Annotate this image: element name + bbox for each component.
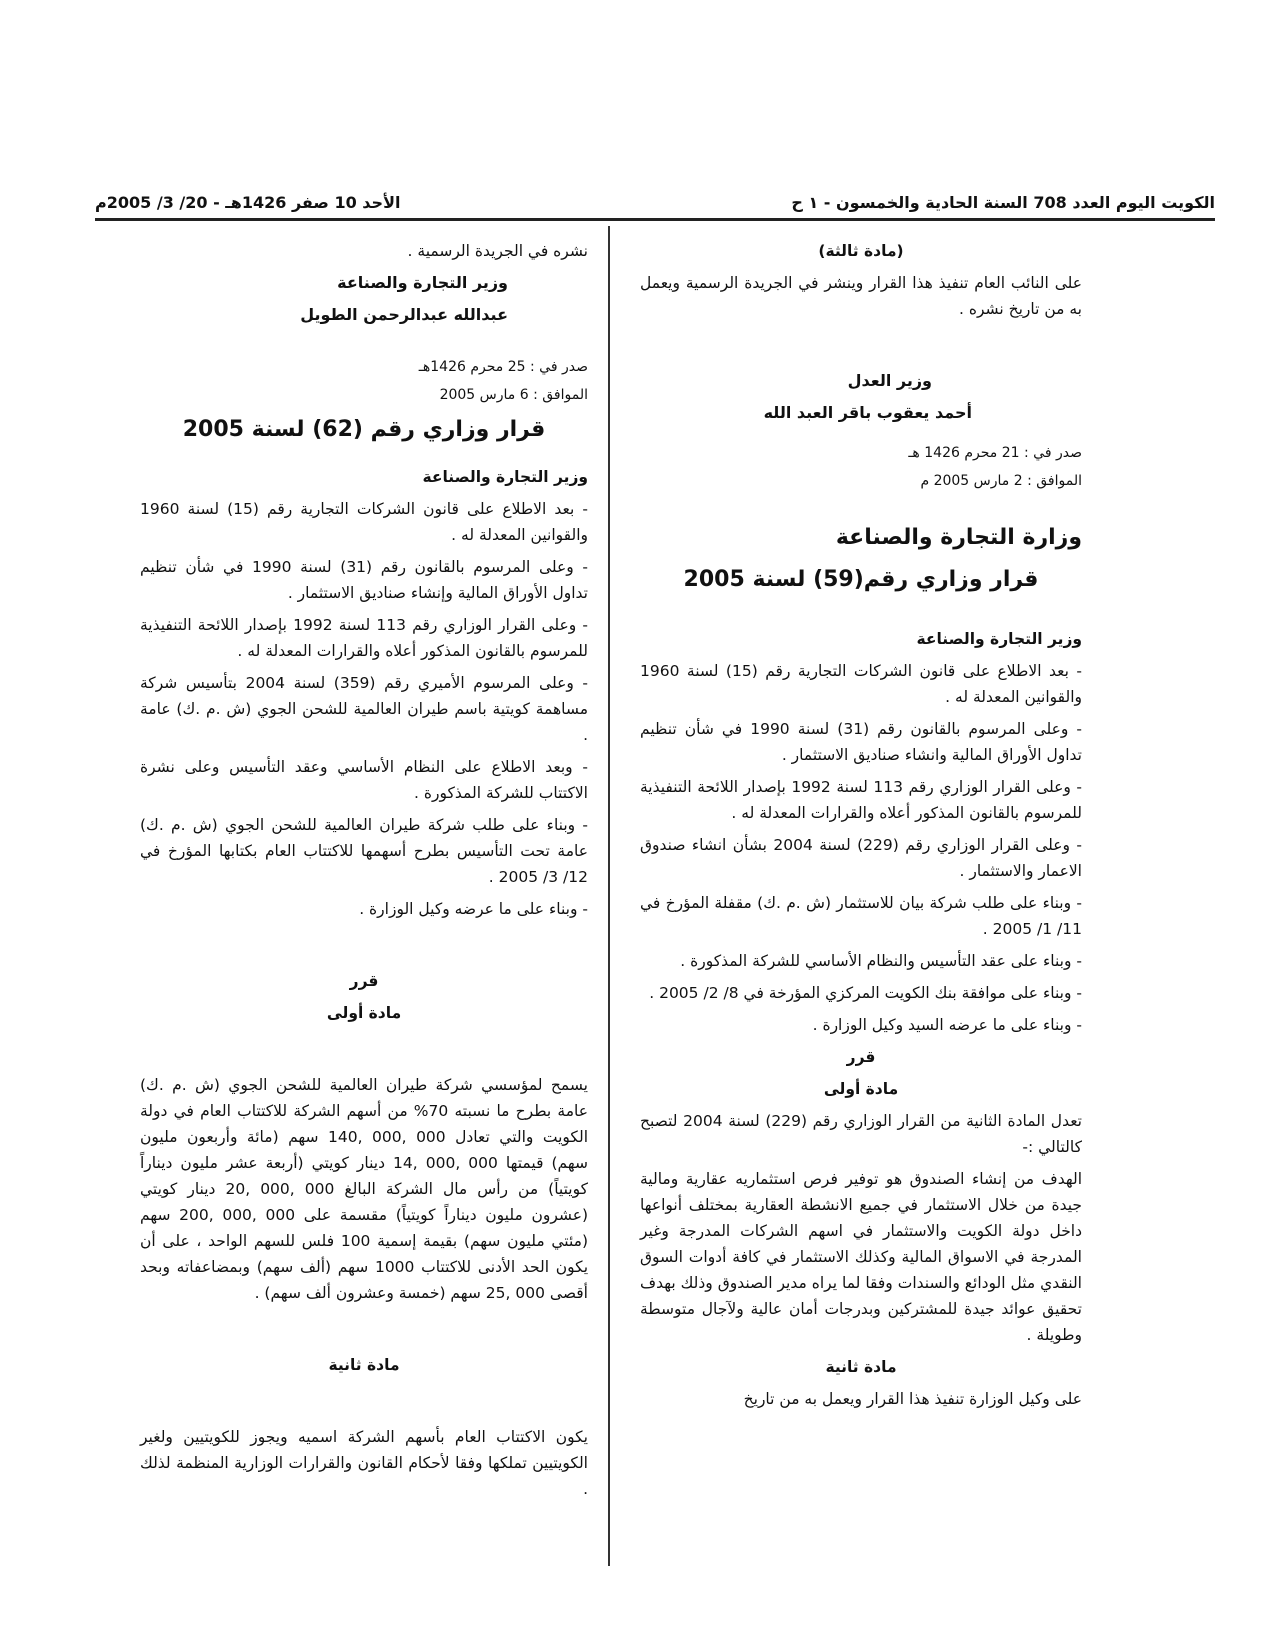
decision-issuer: وزير التجارة والصناعة (422, 468, 588, 486)
preamble-paragraph: - وبناء على موافقة بنك الكويت المركزي المؤرخة في 8/ 2/ 2005 . (649, 984, 1082, 1002)
minister-name: عبدالله عبدالرحمن الطويل (300, 305, 508, 324)
decision-title: قرار وزاري رقم (62) لسنة 2005 (182, 417, 546, 442)
right-column (640, 238, 1082, 1418)
article1-title: مادة أولى (326, 1004, 402, 1022)
preamble-paragraph: - وعلى القرار الوزاري رقم (229) لسنة 2004 بشأن انشاء صندوق الاعمار والاستثمار . (640, 836, 1082, 880)
article2-title: مادة ثانية (328, 1356, 400, 1374)
page-header (95, 188, 1215, 216)
article2-text: على وكيل الوزارة تنفيذ هذا القرار ويعمل به من تاريخ (743, 1390, 1082, 1408)
decision-issuer: وزير التجارة والصناعة (916, 630, 1082, 648)
preamble-paragraph: - بعد الاطلاع على قانون الشركات التجارية رقم (15) لسنة 1960 والقوانين المعدلة له . (640, 662, 1082, 706)
article1-intro: تعدل المادة الثانية من القرار الوزاري رقم (229) لسنة 2004 لتصبح كالتالي :- (640, 1112, 1082, 1156)
article3-title: (مادة ثالثة) (818, 242, 904, 260)
article2-text: يكون الاكتتاب العام بأسهم الشركة اسميه ويجوز للكويتيين ولغير الكويتيين تملكها وفقا لأحكام القانون والقرارات الوزارية المنظمة لذلك . (140, 1428, 588, 1498)
preamble-paragraph: - وعلى القرار الوزاري رقم 113 لسنة 1992 بإصدار اللائحة التنفيذية للمرسوم بالقانون المذكور أعلاه والقرارات المعدلة له . (640, 778, 1082, 822)
article1-text: الهدف من إنشاء الصندوق هو توفير فرص استثماريه عقارية ومالية جيدة من خلال الاستثمار في جميع الانشطة العقارية بمختلف أنواعها داخل دولة الكويت والاستثمار في اسهم الشركات المدرجة وغير المدرجة في الاسواق المالية وكذلك الاستثمار في كافة أدوات السوق النقدي مثل الودائع والسندات وفقا لما يراه مدير الصندوق وذلك بهدف تحقيق عوائد جيدة للمشتركين وبدرجات أمان عالية ولآجال متوسطة وطويلة . (640, 1170, 1082, 1344)
minister-title: وزير العدل (847, 371, 932, 390)
preamble-paragraph: - وبناء على ما عرضه السيد وكيل الوزارة . (812, 1016, 1082, 1034)
preamble-paragraph: - وبعد الاطلاع على النظام الأساسي وعقد التأسيس وعلى نشرة الاكتتاب للشركة المذكورة . (140, 758, 588, 802)
minister-title: وزير التجارة والصناعة (337, 273, 508, 292)
continuation-text: نشره في الجريدة الرسمية . (407, 242, 588, 260)
header-date: الأحد 10 صفر 1426هـ - 20/ 3/ 2005م (95, 192, 401, 212)
article2-title: مادة ثانية (825, 1358, 897, 1376)
left-column (140, 238, 588, 1508)
corresponding-date: الموافق : 6 مارس 2005 (439, 387, 588, 403)
article3-text: على النائب العام تنفيذ هذا القرار وينشر في الجريدة الرسمية ويعمل به من تاريخ نشره . (640, 274, 1082, 318)
decision-title: قرار وزاري رقم(59) لسنة 2005 (683, 567, 1039, 592)
issue-date: صدر في : 21 محرم 1426 هـ (908, 445, 1082, 461)
header-issue-info: الكويت اليوم العدد 708 السنة الحادية والخمسون - ١ ح (791, 192, 1215, 212)
article1-text: يسمح لمؤسسي شركة طيران العالمية للشحن الجوي (ش .م .ك) عامة بطرح ما نسبته 70% من أسهم الشركة للاكتتاب العام في دولة الكويت والتي تعادل 000 ,000 ,140 سهم (مائة وأربعون مليون سهم) قيمتها 000 ,000 ,14 دينار كويتي (أربعة عشر مليون ديناراً كويتياً) من رأس مال الشركة البالغ 000 ,000 ,20 دينار كويتي (عشرون مليون ديناراً كويتياً) مقسمة على 000 ,000 ,200 سهم (مئتي مليون سهم) بقيمة إسمية 100 فلس للسهم الواحد ، على أن يكون الحد الأدنى للاكتتاب 1000 سهم (ألف سهم) وبمضاعفاته وبحد أقصى 000 ,25 سهم (خمسة وعشرون ألف سهم) . (140, 1076, 589, 1302)
preamble-paragraph: - وعلى المرسوم بالقانون رقم (31) لسنة 1990 في شأن تنظيم تداول الأوراق المالية وانشاء صناديق الاستثمار . (640, 720, 1083, 764)
header-rule (95, 218, 1215, 221)
preamble-paragraph: - وعلى المرسوم بالقانون رقم (31) لسنة 1990 في شأن تنظيم تداول الأوراق المالية وإنشاء صناديق الاستثمار . (140, 558, 588, 602)
preamble-paragraph: - وبناء على عقد التأسيس والنظام الأساسي للشركة المذكورة . (680, 952, 1082, 970)
justice-minister-signature (640, 368, 1082, 426)
commerce-minister-signature (140, 270, 588, 328)
preamble-paragraph: - وعلى المرسوم الأميري رقم (359) لسنة 2004 بتأسيس شركة مساهمة كويتية باسم طيران العالمية للشحن الجوي (ش .م .ك) عامة . (140, 674, 588, 744)
corresponding-date: الموافق : 2 مارس 2005 م (920, 473, 1082, 489)
ministry-heading: وزارة التجارة والصناعة (835, 525, 1082, 550)
decided-heading: قرر (846, 1048, 876, 1066)
issue-date: صدر في : 25 محرم 1426هـ (418, 359, 588, 375)
decided-heading: قرر (349, 972, 379, 990)
preamble-paragraph: - وبناء على ما عرضه وكيل الوزارة . (359, 900, 588, 918)
column-divider (608, 226, 610, 1566)
article1-title: مادة أولى (823, 1080, 899, 1098)
preamble-paragraph: - بعد الاطلاع على قانون الشركات التجارية رقم (15) لسنة 1960 والقوانين المعدلة له . (140, 500, 588, 544)
preamble-paragraph: - وبناء على طلب شركة طيران العالمية للشحن الجوي (ش .م .ك) عامة تحت التأسيس بطرح أسهمها للاكتتاب العام بكتابها المؤرخ في 12/ 3/ 2005 . (140, 816, 588, 886)
preamble-paragraph: - وبناء على طلب شركة بيان للاستثمار (ش .م .ك) مقفلة المؤرخ في 11/ 1/ 2005 . (640, 894, 1082, 938)
minister-name: أحمد يعقوب باقر العبد الله (763, 403, 972, 422)
preamble-paragraph: - وعلى القرار الوزاري رقم 113 لسنة 1992 بإصدار اللائحة التنفيذية للمرسوم بالقانون المذكور أعلاه والقرارات المعدلة له . (140, 616, 588, 660)
